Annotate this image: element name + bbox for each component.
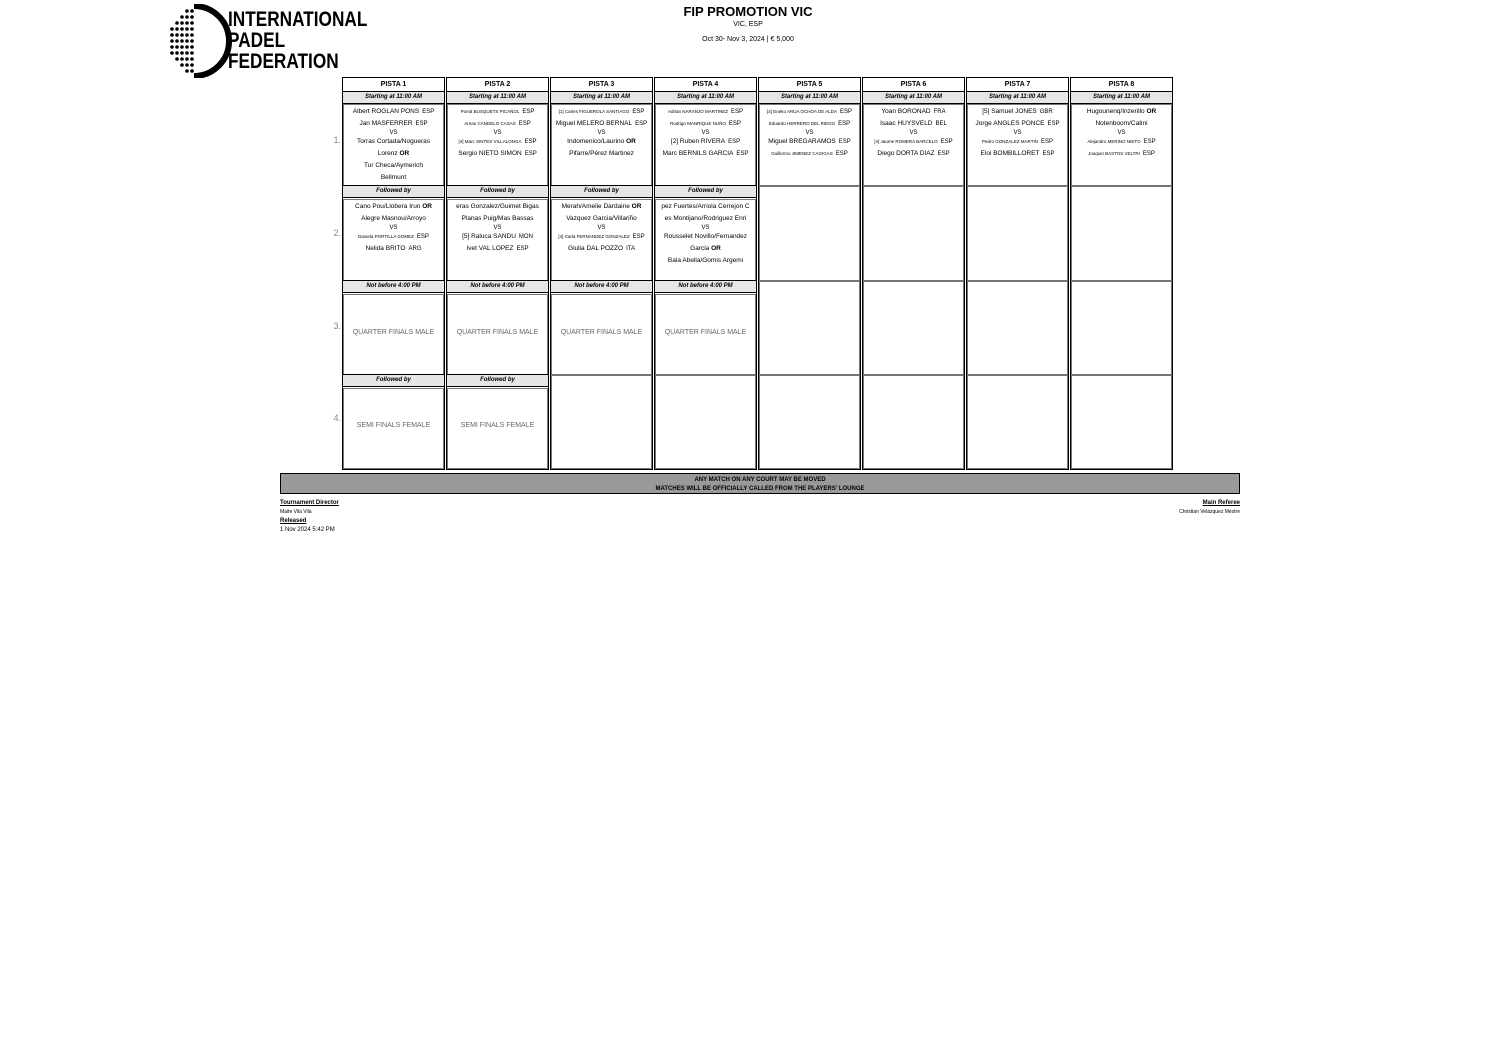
court-header: PISTA 2 [447,78,548,92]
player-line [344,201,443,213]
player-name: Guillermo JIMENEZ CAGIGAS [771,151,833,156]
vs-label: VS [805,130,814,136]
player-name: Isaac HUYSVELD [880,120,933,127]
player-line [656,136,755,148]
player-name: Joaquin BASTOS VELTRI [1088,151,1140,156]
player-name: Pifarre/Pérez Martinez [569,150,634,157]
round-placeholder: QUARTER FINALS MALE [456,329,539,336]
player-name: [5] Raluca SANDU [462,233,516,240]
player-line [552,136,651,148]
player-line [344,172,443,184]
logo-dot [190,9,194,13]
logo-dot [180,63,184,67]
player-line [344,136,443,148]
player-name: Daniela PORTILLA GOMEZ [358,234,414,239]
match-cell [551,104,652,186]
main-referee-label: Main Referee [1202,500,1240,506]
match-cell [1071,104,1172,186]
logo-dot [185,15,189,19]
court-column [1070,77,1173,470]
logo-dot [180,33,184,37]
court-header: PISTA 4 [655,78,756,92]
vs-label: VS [909,130,918,136]
logo-dot [190,63,194,67]
slot-time-label: Followed by [655,185,756,198]
player-name: [4] Carla FERNANDEZ GONZALEZ [558,234,630,239]
logo-dot [185,45,189,49]
player-name: [5] Samuel JONES [982,108,1037,115]
round-placeholder: QUARTER FINALS MALE [664,329,747,336]
logo-dot [170,51,174,55]
country-code: ESP [840,109,853,115]
country-code: ESP [728,139,741,145]
player-line [864,106,963,118]
player-line [552,243,651,255]
player-name: [4] Marc SINTES VILLALONGA [458,139,522,144]
country-code: ESP [1040,139,1053,145]
player-name: Garcia OR [690,245,721,252]
country-code: ESP [736,151,749,157]
player-line [552,106,651,118]
player-line [864,148,963,160]
logo-dot [175,27,179,31]
player-line [656,255,755,267]
player-name: Diego DORTA DIAZ [877,150,935,157]
country-code: ESP [422,109,435,115]
slot-time-label: Followed by [551,185,652,198]
round-placeholder: SEMI FINALS FEMALE [356,422,431,429]
player-name: Merah/Amelie Dardaine OR [561,203,642,210]
player-line [968,106,1067,118]
logo-dot [185,57,189,61]
slot-time-label: Starting at 11:00 AM [447,91,548,104]
player-line [760,148,859,160]
player-name: Miguel BREGARAMOS [768,138,836,145]
slot-time-label: Followed by [447,185,548,198]
court-header: PISTA 5 [759,78,860,92]
player-line [656,243,755,255]
player-line [760,118,859,130]
or-label: OR [711,245,721,252]
player-line [656,231,755,243]
vs-label: VS [1117,130,1126,136]
player-name: Lorenz OR [377,150,410,157]
country-code: ESP [940,139,953,145]
logo-dot [190,57,194,61]
player-name: Alegre Masnou/Arroyo [361,215,426,222]
row-number: 3. [333,321,341,331]
player-line [760,106,859,118]
match-cell [655,375,756,469]
player-line [344,148,443,160]
round-placeholder: QUARTER FINALS MALE [560,329,643,336]
country-code: ESP [1142,151,1155,157]
player-line [448,213,547,225]
player-name: Arnau CANDELO CASAS [464,121,516,126]
logo-dot [185,69,189,73]
player-name: [4] Jaume ROMERA BARCELO [874,139,938,144]
logo-dot [170,33,174,37]
country-code: ARG [408,246,422,252]
player-line [1072,136,1171,148]
slot-time-label: Not before 4:00 PM [551,280,652,293]
logo-dot [190,15,194,19]
player-line [552,118,651,130]
player-name: Hugounenq/Inzerillo OR [1086,108,1157,115]
logo-dot [185,51,189,55]
vs-label: VS [597,225,606,231]
match-cell [1071,186,1172,281]
court-column [446,77,549,470]
player-name: Tur Checa/Aymerich [364,162,423,169]
slot-time-label: Followed by [343,185,444,198]
match-cell [967,186,1068,281]
logo-dot [180,39,184,43]
match-cell [759,281,860,375]
player-name: Giulia DAL POZZO [568,245,624,252]
court-column [758,77,861,470]
player-line [552,201,651,213]
logo-dot [185,39,189,43]
player-name: Bala Abella/Gomis Argemi [667,257,744,264]
logo-dot [190,33,194,37]
vs-label: VS [389,225,398,231]
logo-dot [185,9,189,13]
match-cell [967,375,1068,469]
match-cell [967,281,1068,375]
player-line [344,213,443,225]
player-name: Eduardo HERRERO DEL RIEGO [768,121,836,126]
slot-time-label: Starting at 11:00 AM [655,91,756,104]
slot-time-label: Starting at 11:00 AM [863,91,964,104]
player-line [656,106,755,118]
player-line [344,118,443,130]
slot-time-label: Not before 4:00 PM [447,280,548,293]
player-line [864,136,963,148]
player-name: Adrian NARANJO MARTINEZ [668,109,728,114]
match-cell [343,388,444,469]
notice-line-2: MATCHES WILL BE OFFICIALLY CALLED FROM THE PLAYERS' LOUNGE [655,486,865,492]
player-line [656,118,755,130]
match-cell [1071,281,1172,375]
player-line [344,106,443,118]
slot-time-label: Not before 4:00 PM [343,280,444,293]
player-line [656,148,755,160]
country-code: MON [518,234,533,240]
court-column [342,77,445,470]
match-cell [551,294,652,375]
slot-time-label: Followed by [447,374,548,387]
player-name: Torras Cortada/Nogueras [357,138,430,145]
tournament-director-name: Maite Vila Vila [280,509,312,515]
player-name: Ivet VAL LOPEZ [466,245,514,252]
vs-label: VS [1013,130,1022,136]
court-column [550,77,653,470]
match-cell [1071,375,1172,469]
main-referee-name: Christian Velázquez Mestre [1179,509,1240,515]
or-label: OR [399,150,410,157]
player-name: pez Fuertes/Arriola Cerrejon C [661,203,750,210]
country-code: ESP [516,246,529,252]
court-header: PISTA 7 [967,78,1068,92]
logo-dot [180,57,184,61]
player-line [968,148,1067,160]
country-code: BEL [935,121,947,127]
player-line [656,213,755,225]
logo-dot [190,39,194,43]
player-line [656,201,755,213]
player-name: Albert ROGLAN PONS [352,108,420,115]
country-code: ESP [416,234,429,240]
player-name: Nelida BRITO [365,245,406,252]
match-cell [967,104,1068,186]
or-label: OR [631,203,642,210]
player-name: Marc BERNILS GARCIA [662,150,734,157]
country-code: ESP [524,139,537,145]
logo-dot [175,51,179,55]
match-cell [759,186,860,281]
logo-dot [190,27,194,31]
match-cell [343,294,444,375]
vs-label: VS [701,225,710,231]
match-cell [551,199,652,281]
slot-time-label: Starting at 11:00 AM [759,91,860,104]
court-column [862,77,965,470]
logo-wordmark: INTERNATIONAL PADEL FEDERATION [228,8,368,73]
match-cell [863,104,964,186]
country-code: ESP [728,121,741,127]
round-placeholder: SEMI FINALS FEMALE [460,422,535,429]
country-code: ITA [626,246,635,252]
logo-dot [180,15,184,19]
player-name: Pomà BUSQUETS PICAÑOL [460,109,520,114]
country-code: ESP [1143,139,1156,145]
match-cell [655,294,756,375]
country-code: ESP [635,121,648,127]
player-line [552,148,651,160]
logo-dot [170,45,174,49]
vs-label: VS [597,130,606,136]
player-name: Alejandro MERINO NIETO [1087,139,1141,144]
vs-label: VS [701,130,710,136]
country-code: ESP [838,121,851,127]
slot-time-label: Starting at 11:00 AM [551,91,652,104]
player-name: es Montijano/Rodriguez Enri [664,215,747,222]
row-number: 2. [333,228,341,238]
player-name: Planas Puig/Mas Bassas [461,215,534,222]
match-cell [863,281,964,375]
player-name: Miguel MELERO BERNAL [555,120,633,127]
logo-dot [185,21,189,25]
player-line [552,231,651,243]
player-line [344,231,443,243]
player-name: Eloi BOMBILLORET [980,150,1040,157]
player-line [344,160,443,172]
country-code: ESP [730,109,743,115]
logo-dot [185,63,189,67]
match-cell [863,186,964,281]
player-name: Pedro GONZALEZ MARTIN [982,139,1038,144]
tournament-location: VIC, ESP [733,21,763,28]
player-name: Yoan BORONAD [881,108,931,115]
row-number: 4. [333,413,341,423]
released-label: Released [280,518,307,524]
released-value: 1 Nov 2024 5:42 PM [280,527,335,533]
match-cell [447,294,548,375]
round-placeholder: QUARTER FINALS MALE [352,329,435,336]
vs-label: VS [493,225,502,231]
tournament-title: FIP PROMOTION VIC [683,4,813,19]
logo-dot [190,51,194,55]
country-code: ESP [937,151,950,157]
player-line [968,136,1067,148]
logo-dot [170,27,174,31]
match-cell [447,388,548,469]
match-cell [863,375,964,469]
player-name: [2] Ruben RIVERA [670,138,726,145]
country-code: ESP [1042,151,1055,157]
or-label: OR [1146,108,1157,115]
player-name: Bellmunt [380,174,407,181]
player-name: Cano Pou/Llobera Irun OR [355,203,432,210]
player-line [448,118,547,130]
match-cell [655,104,756,186]
match-cell [655,199,756,281]
player-name: Jan MASFERRER [359,120,413,127]
country-code: ESP [632,234,645,240]
tournament-dates: Oct 30- Nov 3, 2024 | € 5,000 [702,36,794,43]
slot-time-label: Starting at 11:00 AM [967,91,1068,104]
country-code: ESP [835,151,848,157]
player-line [864,118,963,130]
player-name: Indomenico/Laurino OR [567,138,636,145]
match-cell [551,375,652,469]
court-header: PISTA 8 [1071,78,1172,92]
country-code: ESP [522,109,535,115]
notice-line-1: ANY MATCH ON ANY COURT MAY BE MOVED [694,477,826,483]
logo-dot [190,45,194,49]
or-label: OR [626,138,636,145]
country-code: FRA [933,109,946,115]
player-name: Rousselet Novillo/Fernandez [663,233,748,240]
logo-dot [190,21,194,25]
country-code: ESP [524,151,537,157]
match-cell [343,199,444,281]
logo-dot [180,27,184,31]
country-code: ESP [1047,121,1060,127]
court-column [654,77,757,470]
logo-dot [175,21,179,25]
player-name: [4] Eneko ARUA OCHOA DE ALDA [766,109,837,114]
vs-label: VS [493,130,502,136]
slot-time-label: Starting at 11:00 AM [1071,91,1172,104]
match-cell [447,199,548,281]
logo-dot [190,69,194,73]
player-line [448,136,547,148]
match-cell [343,104,444,186]
court-header: PISTA 3 [551,78,652,92]
country-code: ESP [838,139,851,145]
country-code: ESP [518,121,531,127]
player-line [968,118,1067,130]
country-code: ESP [632,109,645,115]
player-line [448,201,547,213]
order-of-play-grid [342,77,1174,470]
notice-bar [280,473,1240,494]
player-line [448,243,547,255]
player-line [760,136,859,148]
player-line [448,106,547,118]
slot-time-label: Followed by [343,374,444,387]
country-code: ESP [415,121,428,127]
player-line [552,213,651,225]
logo-dot [170,39,174,43]
logo-dot [175,33,179,37]
logo-dot [175,57,179,61]
logo-dot [180,21,184,25]
logo-dot [185,33,189,37]
court-column [966,77,1069,470]
vs-label: VS [389,130,398,136]
slot-time-label: Not before 4:00 PM [655,280,756,293]
player-line [1072,118,1171,130]
logo-dot [175,45,179,49]
court-header: PISTA 1 [343,78,444,92]
player-line [344,243,443,255]
match-cell [447,104,548,186]
player-line [1072,106,1171,118]
player-line [448,148,547,160]
player-line [448,231,547,243]
player-name: Vazquez Garcia/Villariño [566,215,637,222]
logo-dot [180,51,184,55]
tournament-director-label: Tournament Director [280,500,339,506]
or-label: OR [422,203,432,210]
player-name: Jorge ANGLES PONCE [975,120,1045,127]
player-name: Notenboom/Catini [1095,120,1148,127]
player-name: [1] Carles FIGUEROLA SANTIAGO [558,109,630,114]
match-cell [759,104,860,186]
logo-dot [180,45,184,49]
logo-dot [175,39,179,43]
row-number: 1. [333,135,341,145]
country-code: GBR [1039,109,1053,115]
court-header: PISTA 6 [863,78,964,92]
player-line [1072,148,1171,160]
player-name: Rodrigo MANRIQUE NUÑO [670,121,726,126]
match-cell [759,375,860,469]
player-name: Sergio NIETO SIMON [458,150,522,157]
slot-time-label: Starting at 11:00 AM [343,91,444,104]
player-name: eras Gonzalez/Guimet Bigas [456,203,539,210]
logo-dot [185,27,189,31]
